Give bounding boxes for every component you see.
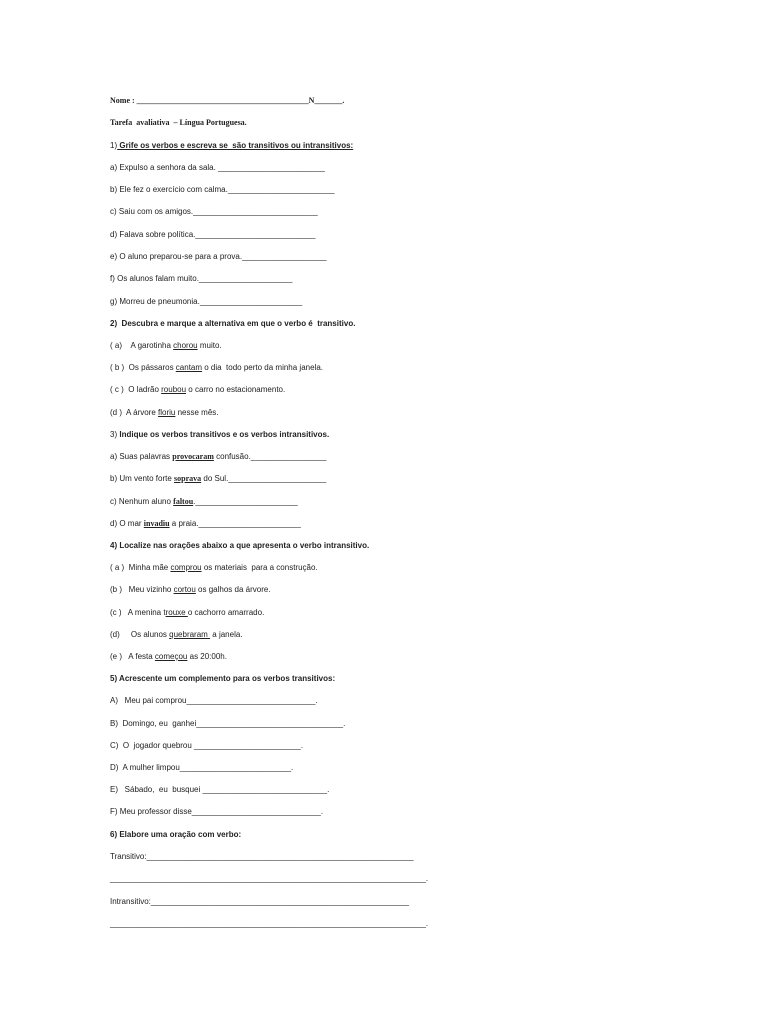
q4-option xyxy=(110,604,670,622)
bold-verb: faltou xyxy=(173,497,194,506)
q1-item: d) Falava sobre política.___________________________ xyxy=(110,230,316,239)
q5-item: B) Domingo, eu ganhei_________________________________. xyxy=(110,719,346,728)
q1-number: 1) xyxy=(110,141,118,150)
q1-item: g) Morreu de pneumonia._______________________ xyxy=(110,297,303,306)
q6-answer-line: Intransitivo:__________________________________________________________ xyxy=(110,897,409,906)
item-text: c) Nenhum aluno xyxy=(110,497,174,506)
item-text: a) Suas palavras xyxy=(110,452,173,461)
q4-title: 4) Localize nas orações abaixo a que apresenta o verbo intransitivo. xyxy=(110,541,370,550)
q1-item: e) O aluno preparou-se para a prova.___________________ xyxy=(110,252,327,261)
option-text: ( c ) O ladrão xyxy=(110,385,162,394)
option-text: os materiais para a construção. xyxy=(201,563,318,572)
q4-option xyxy=(110,559,670,577)
underlined-verb: começou xyxy=(154,652,188,661)
option-text: (b ) Meu vizinho xyxy=(110,585,174,594)
option-text: muito. xyxy=(197,341,222,350)
q1-title: Grife os verbos e escreva se são transitivos ou intransitivos: xyxy=(117,141,354,150)
item-text: confusão._________________ xyxy=(213,452,327,461)
q3-heading xyxy=(110,426,670,444)
q5-item: C) O jogador quebrou ________________________. xyxy=(110,741,304,750)
q1-item: c) Saiu com os amigos.____________________________ xyxy=(110,207,318,216)
q2-option xyxy=(110,381,670,399)
item-text: ._______________________ xyxy=(193,497,298,506)
option-text: ( b ) Os pássaros xyxy=(110,363,176,372)
q5-item: E) Sábado, eu busquei ____________________________. xyxy=(110,785,330,794)
q3-item xyxy=(110,470,670,488)
item-text: do Sul.______________________ xyxy=(201,474,327,483)
q1-item: a) Expulso a senhora da sala. ________________________ xyxy=(110,163,325,172)
underlined-verb: cantam xyxy=(175,363,203,372)
option-text: os galhos da árvore. xyxy=(195,585,271,594)
q3-item xyxy=(110,515,670,533)
q6-answer-line: Transitivo:____________________________________________________________ xyxy=(110,852,414,861)
q5-item: F) Meu professor disse_____________________________. xyxy=(110,807,324,816)
q6-title: 6) Elabore uma oração com verbo: xyxy=(110,830,242,839)
item-text: b) Um vento forte xyxy=(110,474,175,483)
underlined-verb: floriu xyxy=(158,408,176,417)
q2-title: 2) Descubra e marque a alternativa em que o verbo é transitivo. xyxy=(110,319,356,328)
q4-option xyxy=(110,581,670,599)
option-text: o cachorro amarrado. xyxy=(187,608,265,617)
option-text: a janela. xyxy=(210,630,243,639)
q2-option xyxy=(110,337,670,355)
q3-number: 3) xyxy=(110,430,118,439)
underlined-verb: chorou xyxy=(173,341,198,350)
q4-option xyxy=(110,648,670,666)
q1-item: b) Ele fez o exercício com calma.________________________ xyxy=(110,185,335,194)
q3-title: Indique os verbos transitivos e os verbos intransitivos. xyxy=(117,430,330,439)
q2-option xyxy=(110,359,670,377)
item-text: a praia._______________________ xyxy=(169,519,301,528)
option-text: ( a) A garotinha xyxy=(110,341,174,350)
q5-title: 5) Acrescente um complemento para os verbos transitivos: xyxy=(110,674,336,683)
option-text: (c ) A menina t xyxy=(110,608,166,617)
underlined-verb: cortou xyxy=(173,585,196,594)
q3-item xyxy=(110,448,670,466)
underlined-verb: quebraram xyxy=(169,630,211,639)
option-text: as 20:00h. xyxy=(187,652,227,661)
underlined-verb: roubou xyxy=(161,385,187,394)
option-text: o carro no estacionamento. xyxy=(186,385,286,394)
item-text: d) O mar xyxy=(110,519,144,528)
q5-item: A) Meu pai comprou_____________________________. xyxy=(110,696,318,705)
option-text: o dia todo perto da minha janela. xyxy=(202,363,324,372)
task-title: Tarefa avaliativa – Língua Portuguesa. xyxy=(110,118,247,127)
q1-heading xyxy=(110,137,670,155)
q2-option xyxy=(110,404,670,422)
underlined-verb: comprou xyxy=(170,563,202,572)
underlined-verb: rouxe xyxy=(165,608,188,617)
q3-item xyxy=(110,493,670,511)
bold-verb: soprava xyxy=(174,474,202,483)
q4-option xyxy=(110,626,670,644)
name-line: Nome : ___________________________________________N_______. xyxy=(110,96,345,105)
bold-verb: invadiu xyxy=(143,519,170,528)
q6-answer-line: _______________________________________________________________________. xyxy=(110,874,429,883)
option-text: (d) Os alunos xyxy=(110,630,170,639)
q6-answer-line: _______________________________________________________________________. xyxy=(110,919,429,928)
q1-item: f) Os alunos falam muito._____________________ xyxy=(110,274,293,283)
option-text: ( a ) Minha mãe xyxy=(110,563,171,572)
q5-item: D) A mulher limpou_________________________. xyxy=(110,763,294,772)
option-text: nesse mês. xyxy=(175,408,219,417)
bold-verb: provocaram xyxy=(172,452,214,461)
option-text: (e ) A festa xyxy=(110,652,155,661)
option-text: (d ) A árvore xyxy=(110,408,159,417)
